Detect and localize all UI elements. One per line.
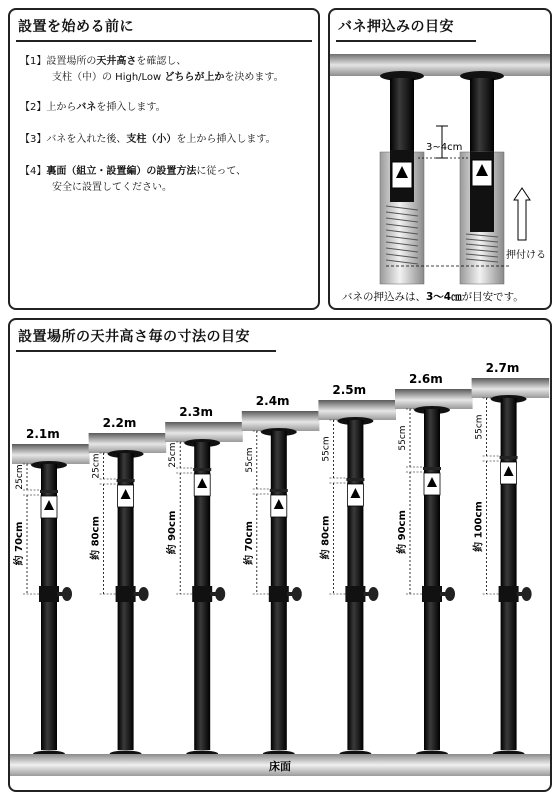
pole-collar (192, 586, 212, 602)
ceiling-bar (318, 400, 396, 420)
upper-length-label: 25cm (15, 464, 25, 490)
ceiling-height-label: 2.7m (485, 361, 520, 375)
ceiling-bar (242, 411, 320, 431)
spring-guide-title: バネ押込みの目安 (338, 19, 454, 35)
upper-length-label: 25cm (168, 442, 179, 468)
before-install-panel (8, 8, 320, 310)
step-2: 【2】上からバネを挿入します。 (20, 102, 166, 113)
lower-length-label: 約 100cm (473, 501, 485, 552)
pole-joint (270, 489, 288, 492)
height-diagram (10, 320, 550, 790)
before-install-title: 設置を始める前に (18, 19, 134, 35)
lower-length-label: 約 90cm (167, 510, 179, 555)
ceiling-height-label: 2.3m (179, 405, 213, 419)
spring-illustration (330, 10, 550, 308)
ceiling-bar (395, 389, 473, 409)
push-up-arrow-icon (514, 188, 530, 240)
lower-length-label: 約 70cm (14, 521, 25, 566)
pole-joint (500, 456, 518, 459)
adjust-knob-icon (522, 587, 532, 601)
adjust-knob-icon (445, 587, 455, 601)
spring-guide-panel (328, 8, 552, 310)
lower-length-label: 約 80cm (320, 515, 332, 560)
adjust-knob-icon (292, 587, 302, 601)
lower-length-label: 約 70cm (243, 521, 255, 565)
upper-length-label: 55cm (321, 436, 332, 462)
pole-collar (39, 586, 59, 602)
adjust-knob-icon (62, 587, 72, 601)
ceiling-height-label: 2.2m (102, 416, 137, 430)
dimensions-title: 設置場所の天井高さ毎の寸法の目安 (18, 329, 250, 345)
adjust-knob-icon (215, 587, 225, 601)
ceiling-height-label: 2.6m (409, 372, 443, 386)
adjust-knob-icon (139, 587, 149, 601)
ceiling-bar (330, 54, 550, 76)
upper-length-label: 55cm (244, 447, 255, 473)
step-1: 【1】設置場所の天井高さを確認し、 支柱（中）の High/Low どちらが上かを決めます。 (20, 56, 284, 83)
step-3: 【3】バネを入れた後、支柱（小）を上から挿入します。 (20, 134, 276, 145)
upper-length-label: 55cm (474, 414, 485, 440)
pole-joint (423, 467, 441, 470)
title-underline (16, 40, 312, 42)
ceiling-height-label: 2.5m (332, 383, 367, 397)
pole-joint (193, 468, 211, 471)
ceiling-bar (165, 422, 243, 442)
pole-collar (422, 586, 442, 602)
adjust-knob-icon (368, 587, 378, 601)
pole-collar (499, 586, 519, 602)
step-4: 【4】裏面（組立・設置編）の設置方法に従って、 安全に設置してください。 (20, 166, 247, 193)
ceiling-bar (12, 444, 90, 464)
pole (424, 409, 440, 750)
inner-pole (470, 78, 494, 156)
pole-joint (346, 478, 364, 481)
lower-length-label: 約 90cm (397, 510, 408, 554)
ceiling-height-label: 2.4m (255, 394, 290, 408)
pole-collar (345, 586, 365, 602)
dimensions-panel (8, 318, 552, 792)
pole (501, 398, 517, 750)
dimension-label: 3~4cm (426, 142, 463, 153)
pole-collar (116, 586, 136, 602)
ceiling-bar (89, 433, 167, 453)
lower-length-label: 約 80cm (90, 516, 102, 560)
upper-length-label: 25cm (91, 453, 102, 479)
pole-joint (117, 479, 135, 482)
pole-collar (269, 586, 289, 602)
floor-label: 床面 (269, 760, 291, 773)
ceiling-height-label: 2.1m (26, 427, 60, 441)
ceiling-bar (472, 378, 550, 398)
spring-caption: バネの押込みは、3～4㎝が目安です。 (342, 291, 524, 303)
pole (347, 420, 363, 750)
upper-length-label: 55cm (398, 425, 408, 451)
pole-joint (40, 490, 58, 493)
push-label: 押付ける (506, 250, 546, 261)
